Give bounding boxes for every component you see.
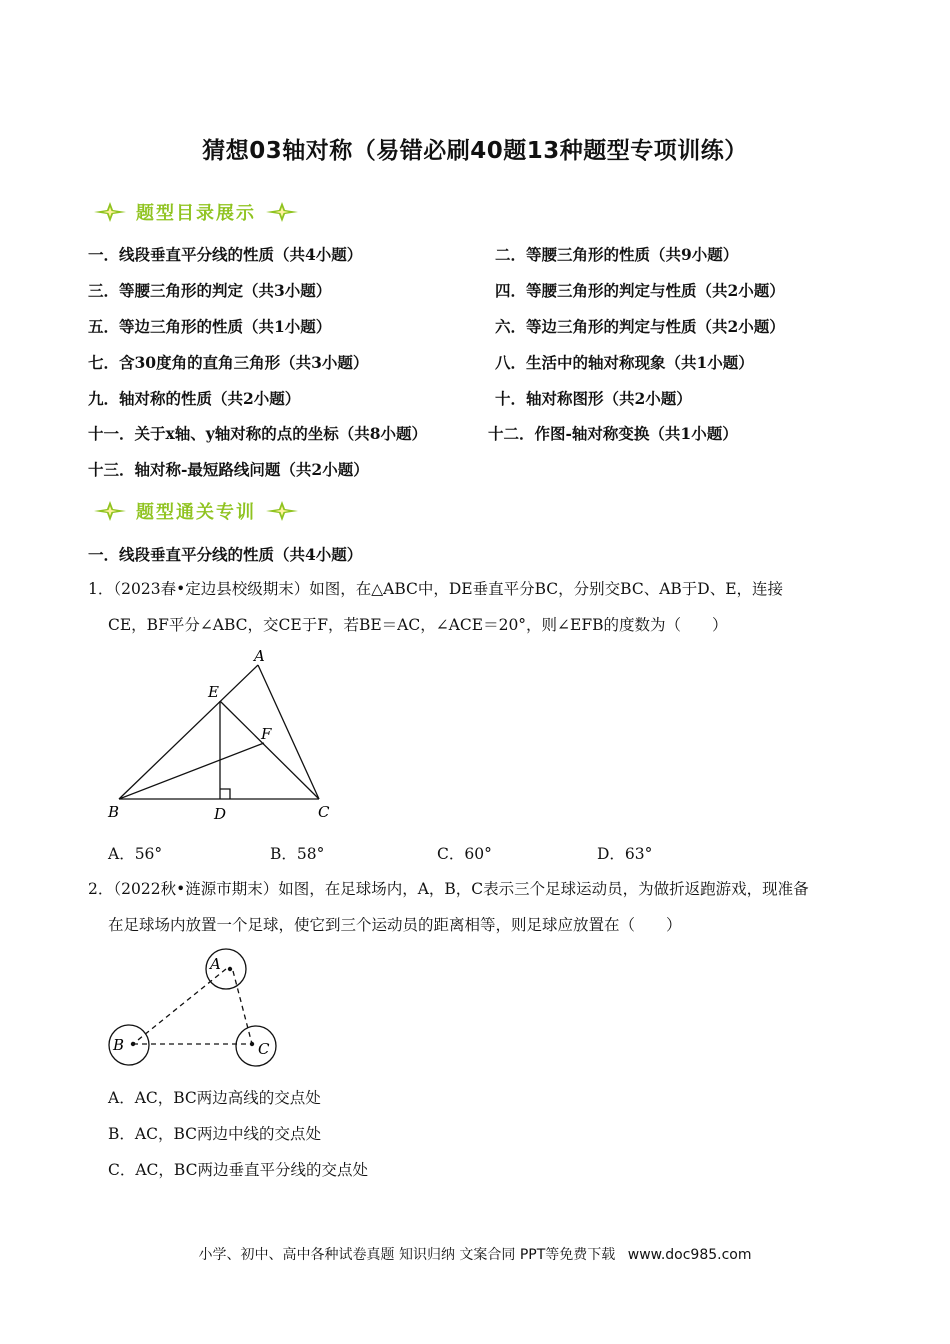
dashed-ac xyxy=(233,971,252,1044)
segment-bf xyxy=(119,743,264,799)
point-label-e: E xyxy=(208,683,219,701)
toc-item[interactable]: 五．等边三角形的性质（共1小题） xyxy=(88,317,332,336)
question-text: CE，BF平分∠ABC，交CE于F，若BE＝AC，∠ACE＝20°，则∠EFB的度数为（ ） xyxy=(108,616,728,634)
toc-item[interactable]: 十．轴对称图形（共2小题） xyxy=(495,389,692,408)
option-c[interactable]: C．AC，BC两边垂直平分线的交点处 xyxy=(108,1161,368,1179)
player-b-dot xyxy=(131,1042,135,1046)
player-c-circle xyxy=(236,1026,276,1066)
option-a[interactable]: A．AC，BC两边高线的交点处 xyxy=(108,1089,321,1107)
question-text: 在足球场内放置一个足球，使它到三个运动员的距离相等，则足球应放置在（ ） xyxy=(108,916,682,934)
toc-item[interactable]: 九．轴对称的性质（共2小题） xyxy=(88,389,301,408)
question-2 xyxy=(88,871,878,943)
player-c-dot xyxy=(250,1042,254,1046)
toc-banner-label: 题型目录展示 xyxy=(136,203,256,224)
sparkle-icon xyxy=(264,499,300,523)
toc-item[interactable]: 三．等腰三角形的判定（共3小题） xyxy=(88,281,332,300)
sparkle-icon xyxy=(92,200,128,224)
point-label-b: B xyxy=(108,803,120,821)
footer-link[interactable]: www.doc985.com xyxy=(627,1247,752,1263)
toc-item[interactable]: 一．线段垂直平分线的性质（共4小题） xyxy=(88,245,363,264)
point-label-a: A xyxy=(210,955,221,973)
page-footer xyxy=(0,1244,950,1264)
point-label-d: D xyxy=(214,805,227,823)
toc-item[interactable]: 十二．作图-轴对称变换（共1小题） xyxy=(488,424,738,443)
toc-banner xyxy=(92,192,300,232)
player-a-dot xyxy=(228,967,232,971)
point-label-c: C xyxy=(318,803,330,821)
training-banner-label: 题型通关专训 xyxy=(136,502,256,523)
triangle-figure xyxy=(100,645,340,830)
option-a[interactable]: A．56° xyxy=(108,845,163,863)
sparkle-icon xyxy=(92,499,128,523)
right-angle-mark xyxy=(220,789,230,799)
toc-item[interactable]: 二．等腰三角形的性质（共9小题） xyxy=(495,245,739,264)
toc-item[interactable]: 十一．关于x轴、y轴对称的点的坐标（共8小题） xyxy=(88,424,428,443)
toc-item[interactable]: 四．等腰三角形的判定与性质（共2小题） xyxy=(495,281,785,300)
question-source: （2023春•定边县校级期末） xyxy=(113,580,310,598)
point-label-a: A xyxy=(254,647,265,665)
question-number: 2． xyxy=(88,880,114,898)
option-d[interactable]: D．63° xyxy=(597,845,653,863)
question-number: 1． xyxy=(88,580,114,598)
training-banner xyxy=(92,491,300,531)
footer-text: 小学、初中、高中各种试卷真题 知识归纳 文案合同 PPT等免费下载 xyxy=(198,1247,616,1263)
point-label-b: B xyxy=(113,1036,125,1054)
segment-ba xyxy=(119,665,258,799)
toc-item[interactable]: 六．等边三角形的判定与性质（共2小题） xyxy=(495,317,785,336)
point-label-c: C xyxy=(258,1040,270,1058)
point-label-f: F xyxy=(261,725,272,743)
segment-ce xyxy=(220,701,319,799)
sparkle-icon xyxy=(264,200,300,224)
page-title: 猜想03轴对称（易错必刷40题13种题型专项训练） xyxy=(202,138,748,164)
question-source: （2022秋•涟源市期末） xyxy=(113,880,279,898)
question-text: 如图，在足球场内，A，B，C表示三个足球运动员，为做折返跑游戏，现准备 xyxy=(278,880,809,898)
option-b[interactable]: B．AC，BC两边中线的交点处 xyxy=(108,1125,321,1143)
option-c[interactable]: C．60° xyxy=(437,845,492,863)
football-figure xyxy=(100,945,290,1070)
toc-item[interactable]: 七．含30度角的直角三角形（共3小题） xyxy=(88,353,369,372)
toc-item[interactable]: 八．生活中的轴对称现象（共1小题） xyxy=(495,353,754,372)
toc-item[interactable]: 十三．轴对称-最短路线问题（共2小题） xyxy=(88,460,369,479)
question-text: 如图，在△ABC中，DE垂直平分BC，分别交BC、AB于D、E，连接 xyxy=(309,580,784,598)
option-b[interactable]: B．58° xyxy=(270,845,325,863)
section-heading: 一．线段垂直平分线的性质（共4小题） xyxy=(88,545,363,564)
question-1 xyxy=(88,571,878,643)
dashed-ab xyxy=(133,969,226,1044)
